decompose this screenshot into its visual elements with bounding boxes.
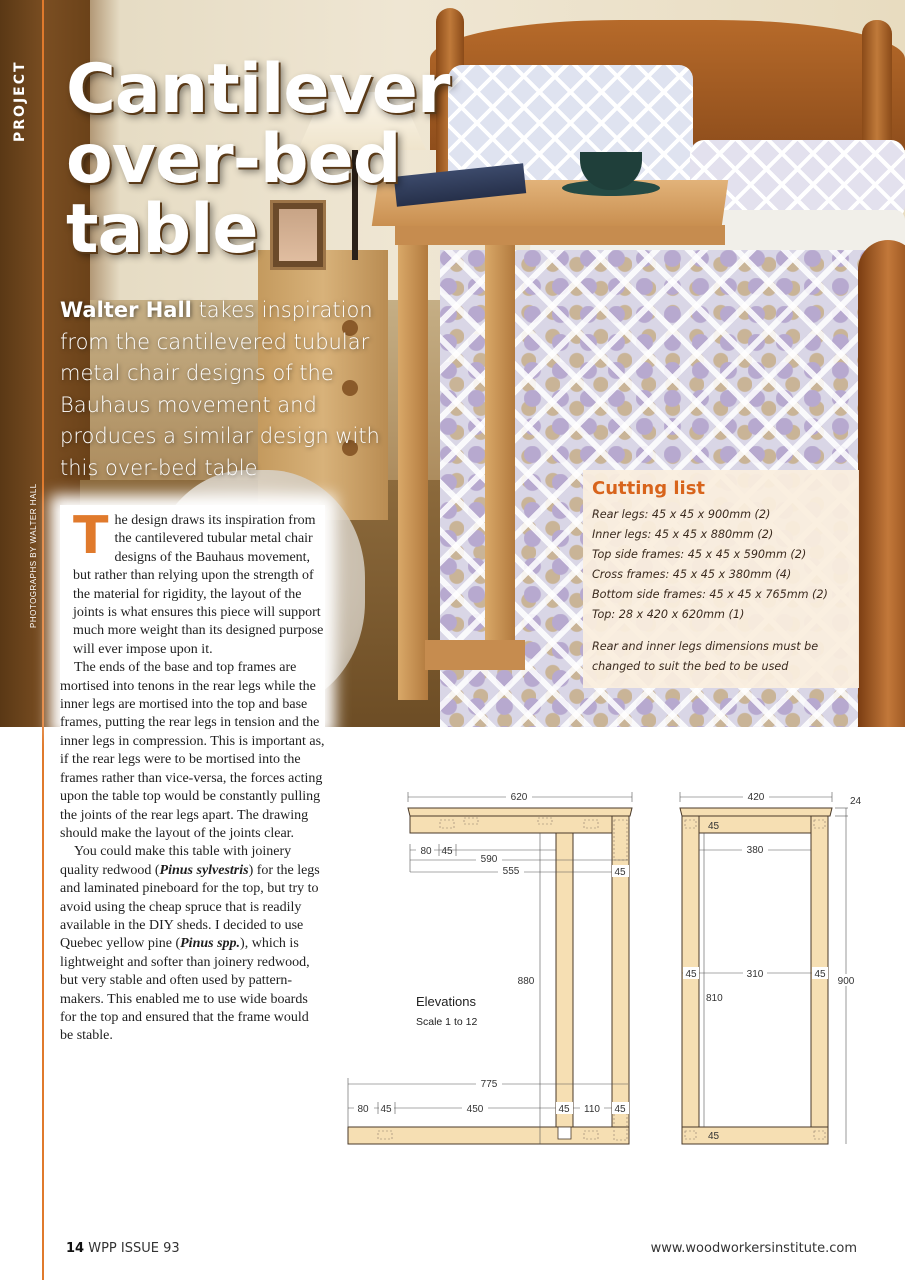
side-inner-leg — [556, 833, 573, 1144]
photo-table-leg — [398, 230, 428, 700]
dim-label: 810 — [706, 993, 723, 1004]
body-paragraph: The ends of the base and top frames are mortised into tenons in the rear legs while the inner legs are mortised into the top and base frames, putting the rear legs in tension and the inner legs in compression. This is important as, if the rear legs were to be mortised into the frames rather than vice-versa, the forces acting upon the table top would be constantly pulling the joints of the rear legs apart. The drawing should make the layout of the joints clear. — [60, 660, 325, 841]
dim-label: 45 — [558, 1104, 570, 1115]
inner-leg-tenon — [558, 1127, 571, 1139]
dim-label: 555 — [502, 866, 520, 877]
issue-label: WPP ISSUE 93 — [88, 1241, 180, 1256]
title-line: Cantilever — [66, 50, 450, 129]
drawing-scale: Scale 1 to 12 — [416, 1016, 478, 1028]
drawing-title: Elevations — [416, 994, 476, 1009]
dim-label: 775 — [480, 1079, 498, 1090]
side-base-frame — [348, 1127, 629, 1144]
dim-label: 45 — [685, 969, 697, 980]
margin-rule — [42, 0, 44, 1280]
cutting-list-heading: Cutting list — [592, 478, 706, 499]
dim-label: 45 — [708, 1131, 720, 1142]
cutting-list-box — [583, 470, 859, 688]
dim-label: 45 — [441, 846, 453, 857]
dim-label: 45 — [814, 969, 826, 980]
cutting-list-note: Rear and inner legs dimensions must be changed to suit the bed to be used — [592, 640, 819, 673]
dim-label: 620 — [510, 792, 528, 803]
cutting-list-item: Bottom side frames: 45 x 45 x 765mm (2) — [592, 588, 828, 601]
page-footer-left — [66, 1241, 180, 1256]
dim-label: 45 — [380, 1104, 392, 1115]
standfirst — [60, 295, 380, 484]
dim-label: 45 — [708, 821, 720, 832]
author-name: Walter Hall — [60, 298, 192, 322]
cutting-list-item: Rear legs: 45 x 45 x 900mm (2) — [592, 508, 771, 521]
dim-label: 900 — [837, 976, 855, 987]
dim-label: 80 — [357, 1104, 369, 1115]
paragraph-text: ) for the legs and laminated pineboard for the top, but try to avoid using the cheap spruce that is readily available in the DIY sheds. I decided to use Quebec yellow pine ( — [60, 862, 320, 952]
side-top-frame — [410, 816, 628, 833]
end-elevation — [680, 790, 862, 1144]
page-footer-url: www.woodworkersinstitute.com — [650, 1241, 857, 1256]
body-paragraph — [60, 843, 325, 1045]
photo-credit: PHOTOGRAPHS BY WALTER HALL — [29, 483, 38, 628]
title-line: table — [66, 190, 258, 269]
side-top-board — [408, 808, 632, 816]
dim-label: 45 — [614, 867, 626, 878]
dim-label: 880 — [517, 976, 535, 987]
standfirst-text: takes inspiration from the cantilevered tubular metal chair designs of the Bauhaus movement and produces a similar design with this over-bed table — [60, 298, 380, 480]
photo-table-leg — [485, 240, 515, 670]
page-title — [66, 50, 450, 269]
dim-label: 310 — [746, 969, 764, 980]
dim-label: 45 — [614, 1104, 626, 1115]
side-elevation — [348, 790, 632, 1144]
dim-label: 420 — [747, 792, 765, 803]
page-number: 14 — [66, 1241, 85, 1256]
dim-label: 590 — [480, 854, 498, 865]
cutting-list-item: Cross frames: 45 x 45 x 380mm (4) — [592, 568, 792, 581]
dim-label: 24 — [850, 796, 862, 807]
cutting-list-item: Top side frames: 45 x 45 x 590mm (2) — [592, 548, 807, 561]
cutting-list-item: Top: 28 x 420 x 620mm (1) — [592, 608, 745, 621]
photo-table-rail — [425, 640, 525, 670]
paragraph-text: ), which is lightweight and softer than joinery redwood, but very stable and often used by pattern-makers. This enabled me to use wide boards for the top and ensured that the frame would be stable. — [60, 936, 310, 1044]
dim-label: 380 — [746, 845, 764, 856]
photo-footboard-post — [858, 240, 905, 727]
cutting-list-item: Inner legs: 45 x 45 x 880mm (2) — [592, 528, 774, 541]
dim-label: 110 — [584, 1104, 600, 1115]
article-body — [60, 506, 325, 1046]
dim-label: 450 — [466, 1104, 484, 1115]
dim-label: 80 — [420, 846, 432, 857]
body-paragraph — [60, 506, 325, 659]
elevations-drawing — [340, 780, 880, 1170]
end-top-frame — [682, 816, 828, 833]
paragraph-text: he design draws its inspiration from the cantilevered tubular metal chair designs of the Bauhaus movement, but rather than relying upon the strength of the material for rigidity, the layout of the joints is what ensures this piece will support much more weight than its designed purpose will ever impose upon it. — [73, 513, 324, 657]
end-base-frame — [682, 1127, 828, 1144]
species-name: Pinus spp. — [180, 936, 241, 952]
end-leg-right — [811, 816, 828, 1144]
drop-cap: T — [73, 506, 109, 566]
species-name: Pinus sylvestris — [159, 862, 249, 878]
paragraph-text: You could make this table with joinery quality redwood ( — [60, 844, 292, 878]
title-line: over-bed — [66, 120, 401, 199]
end-leg-left — [682, 816, 699, 1144]
section-tab: PROJECT — [12, 60, 28, 142]
end-top-board — [680, 808, 832, 816]
